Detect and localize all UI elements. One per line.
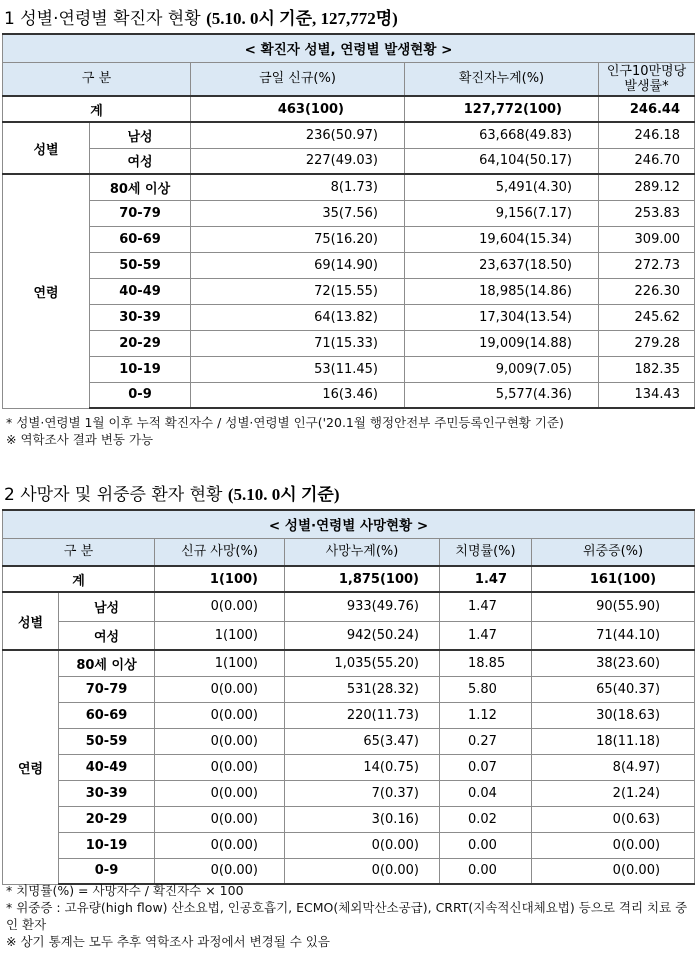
cell-new: 227(49.03) xyxy=(191,148,405,174)
cell-cumulative: 9,156(7.17) xyxy=(405,200,599,226)
table2-note-disclaimer: ※ 상기 통계는 모두 추후 역학조사 과정에서 변경될 수 있음 xyxy=(6,934,330,949)
cell-new: 463(100) xyxy=(191,96,405,122)
cell-critical: 65(40.37) xyxy=(532,676,695,702)
cell-fatality: 0.02 xyxy=(440,806,532,832)
row-label: 70-79 xyxy=(59,676,155,702)
cell-cumulative: 19,009(14.88) xyxy=(405,330,599,356)
row-label: 80세 이상 xyxy=(59,650,155,676)
row-label: 여성 xyxy=(90,148,191,174)
cell-fatality: 1.47 xyxy=(440,621,532,650)
table-row xyxy=(3,592,695,621)
cell-new-deaths: 0(0.00) xyxy=(155,728,285,754)
table-row xyxy=(3,382,695,408)
cell-rate: 272.73 xyxy=(599,252,695,278)
cell-new-deaths: 0(0.00) xyxy=(155,806,285,832)
row-label: 40-49 xyxy=(90,278,191,304)
cell-critical: 38(23.60) xyxy=(532,650,695,676)
cell-new-deaths: 0(0.00) xyxy=(155,676,285,702)
table1-header-cumulative: 확진자누계(%) xyxy=(405,62,599,96)
cell-new-deaths: 0(0.00) xyxy=(155,832,285,858)
table-row xyxy=(3,174,695,200)
age-group-label: 연령 xyxy=(3,174,90,408)
row-label: 60-69 xyxy=(59,702,155,728)
row-label: 50-59 xyxy=(90,252,191,278)
cell-new: 16(3.46) xyxy=(191,382,405,408)
table-row xyxy=(3,728,695,754)
cell-critical: 0(0.00) xyxy=(532,858,695,884)
cell-fatality: 0.04 xyxy=(440,780,532,806)
table1-header-category: 구 분 xyxy=(3,62,191,96)
cell-cumulative: 63,668(49.83) xyxy=(405,122,599,148)
cell-cumulative-deaths: 220(11.73) xyxy=(285,702,440,728)
table-row xyxy=(3,122,695,148)
cell-fatality: 18.85 xyxy=(440,650,532,676)
cell-critical: 161(100) xyxy=(532,566,695,592)
section1-heading-basis: (5.10. 0시 기준, 127,772명) xyxy=(206,9,398,28)
table1-note-population: * 성별·연령별 1월 이후 누적 확진자수 / 성별·연령별 인구('20.1월 행정안전부 주민등록인구현황 기준) xyxy=(6,415,564,430)
table2-header-new-deaths: 신규 사망(%) xyxy=(155,538,285,566)
table1-total-row xyxy=(3,96,695,122)
cell-rate: 246.18 xyxy=(599,122,695,148)
cell-cumulative-deaths: 531(28.32) xyxy=(285,676,440,702)
cell-cumulative: 17,304(13.54) xyxy=(405,304,599,330)
table-row xyxy=(3,806,695,832)
row-label: 40-49 xyxy=(59,754,155,780)
cell-cumulative-deaths: 1,035(55.20) xyxy=(285,650,440,676)
cell-rate: 182.35 xyxy=(599,356,695,382)
table-row xyxy=(3,330,695,356)
cell-rate: 226.30 xyxy=(599,278,695,304)
cell-fatality: 0.07 xyxy=(440,754,532,780)
table2-header-critical: 위중증(%) xyxy=(532,538,695,566)
row-label: 30-39 xyxy=(59,780,155,806)
table1-header-rate: 인구10만명당 발생률* xyxy=(599,62,695,96)
cell-rate: 253.83 xyxy=(599,200,695,226)
cell-critical: 18(11.18) xyxy=(532,728,695,754)
cell-fatality: 5.80 xyxy=(440,676,532,702)
cell-cumulative: 5,577(4.36) xyxy=(405,382,599,408)
cell-cumulative-deaths: 14(0.75) xyxy=(285,754,440,780)
cell-new: 236(50.97) xyxy=(191,122,405,148)
row-label: 60-69 xyxy=(90,226,191,252)
cell-new-deaths: 0(0.00) xyxy=(155,858,285,884)
section2-heading-text: 2 사망자 및 위중증 환자 현황 xyxy=(4,485,228,505)
table1-caption: < 확진자 성별, 연령별 발생현황 > xyxy=(3,34,695,62)
table1-notes xyxy=(6,414,692,448)
row-label: 0-9 xyxy=(90,382,191,408)
cell-cumulative: 19,604(15.34) xyxy=(405,226,599,252)
table-row xyxy=(3,780,695,806)
cell-new: 71(15.33) xyxy=(191,330,405,356)
row-label: 20-29 xyxy=(59,806,155,832)
table2-note-critical: * 위중증 : 고유량(high flow) 산소요법, 인공호흡기, ECMO(체외막산소공급), CRRT(지속적신대체요법) 등으로 격리 치료 중인 환자 xyxy=(6,900,688,932)
cell-new-deaths: 1(100) xyxy=(155,650,285,676)
cell-cumulative: 127,772(100) xyxy=(405,96,599,122)
table2-notes xyxy=(6,882,692,950)
cell-cumulative-deaths: 7(0.37) xyxy=(285,780,440,806)
cell-fatality: 0.00 xyxy=(440,858,532,884)
age-group-label: 연령 xyxy=(3,650,59,884)
cell-fatality: 0.27 xyxy=(440,728,532,754)
table-row xyxy=(3,858,695,884)
cell-cumulative-deaths: 65(3.47) xyxy=(285,728,440,754)
cell-rate: 309.00 xyxy=(599,226,695,252)
table-row xyxy=(3,702,695,728)
row-label: 30-39 xyxy=(90,304,191,330)
confirmed-cases-table xyxy=(2,33,695,409)
cell-cumulative: 23,637(18.50) xyxy=(405,252,599,278)
cell-fatality: 1.47 xyxy=(440,592,532,621)
cell-new-deaths: 1(100) xyxy=(155,621,285,650)
table-row xyxy=(3,650,695,676)
cell-new-deaths: 0(0.00) xyxy=(155,592,285,621)
row-label: 남성 xyxy=(59,592,155,621)
row-label: 남성 xyxy=(90,122,191,148)
cell-fatality: 1.12 xyxy=(440,702,532,728)
row-label: 50-59 xyxy=(59,728,155,754)
cell-rate: 134.43 xyxy=(599,382,695,408)
section2-heading-basis: (5.10. 0시 기준) xyxy=(227,485,340,504)
cell-cumulative-deaths: 1,875(100) xyxy=(285,566,440,592)
cell-cumulative: 18,985(14.86) xyxy=(405,278,599,304)
table-row xyxy=(3,754,695,780)
row-label: 80세 이상 xyxy=(90,174,191,200)
table1-note-disclaimer: ※ 역학조사 결과 변동 가능 xyxy=(6,432,154,447)
cell-critical: 0(0.63) xyxy=(532,806,695,832)
cell-rate: 245.62 xyxy=(599,304,695,330)
cell-cumulative-deaths: 933(49.76) xyxy=(285,592,440,621)
cell-rate: 279.28 xyxy=(599,330,695,356)
table-row xyxy=(3,252,695,278)
table-row xyxy=(3,356,695,382)
cell-critical: 71(44.10) xyxy=(532,621,695,650)
deaths-table xyxy=(2,509,695,885)
cell-cumulative-deaths: 0(0.00) xyxy=(285,832,440,858)
table2-note-fatality: * 치명률(%) = 사망자수 / 확진자수 × 100 xyxy=(6,883,244,898)
row-label: 계 xyxy=(3,96,191,122)
cell-new: 72(15.55) xyxy=(191,278,405,304)
cell-cumulative-deaths: 0(0.00) xyxy=(285,858,440,884)
cell-rate: 246.44 xyxy=(599,96,695,122)
row-label: 20-29 xyxy=(90,330,191,356)
cell-rate: 289.12 xyxy=(599,174,695,200)
cell-new: 75(16.20) xyxy=(191,226,405,252)
row-label: 10-19 xyxy=(90,356,191,382)
row-label: 여성 xyxy=(59,621,155,650)
table-row xyxy=(3,621,695,650)
section1-heading-text: 1 성별·연령별 확진자 현황 xyxy=(4,9,207,29)
cell-cumulative: 5,491(4.30) xyxy=(405,174,599,200)
cell-new-deaths: 0(0.00) xyxy=(155,780,285,806)
cell-critical: 30(18.63) xyxy=(532,702,695,728)
sex-group-label: 성별 xyxy=(3,122,90,174)
table-row xyxy=(3,200,695,226)
cell-cumulative: 9,009(7.05) xyxy=(405,356,599,382)
cell-rate: 246.70 xyxy=(599,148,695,174)
row-label: 70-79 xyxy=(90,200,191,226)
cell-critical: 0(0.00) xyxy=(532,832,695,858)
cell-cumulative-deaths: 942(50.24) xyxy=(285,621,440,650)
section2-heading xyxy=(4,480,339,505)
cell-critical: 90(55.90) xyxy=(532,592,695,621)
cell-new-deaths: 0(0.00) xyxy=(155,702,285,728)
table-row xyxy=(3,278,695,304)
row-label: 10-19 xyxy=(59,832,155,858)
cell-new: 69(14.90) xyxy=(191,252,405,278)
table1-header-new: 금일 신규(%) xyxy=(191,62,405,96)
sex-group-label: 성별 xyxy=(3,592,59,650)
cell-new: 64(13.82) xyxy=(191,304,405,330)
cell-fatality: 0.00 xyxy=(440,832,532,858)
cell-new-deaths: 1(100) xyxy=(155,566,285,592)
cell-cumulative: 64,104(50.17) xyxy=(405,148,599,174)
cell-new-deaths: 0(0.00) xyxy=(155,754,285,780)
table-row xyxy=(3,226,695,252)
table-row xyxy=(3,148,695,174)
table-row xyxy=(3,832,695,858)
table2-header-category: 구 분 xyxy=(3,538,155,566)
cell-new: 53(11.45) xyxy=(191,356,405,382)
cell-critical: 8(4.97) xyxy=(532,754,695,780)
row-label: 계 xyxy=(3,566,155,592)
cell-new: 35(7.56) xyxy=(191,200,405,226)
cell-critical: 2(1.24) xyxy=(532,780,695,806)
cell-cumulative-deaths: 3(0.16) xyxy=(285,806,440,832)
table2-caption: < 성별·연령별 사망현황 > xyxy=(3,510,695,538)
table2-header-cumulative-deaths: 사망누계(%) xyxy=(285,538,440,566)
cell-fatality: 1.47 xyxy=(440,566,532,592)
row-label: 0-9 xyxy=(59,858,155,884)
section1-heading xyxy=(4,4,398,29)
cell-new: 8(1.73) xyxy=(191,174,405,200)
table-row xyxy=(3,304,695,330)
table2-header-fatality: 치명률(%) xyxy=(440,538,532,566)
table-row xyxy=(3,676,695,702)
table2-total-row xyxy=(3,566,695,592)
